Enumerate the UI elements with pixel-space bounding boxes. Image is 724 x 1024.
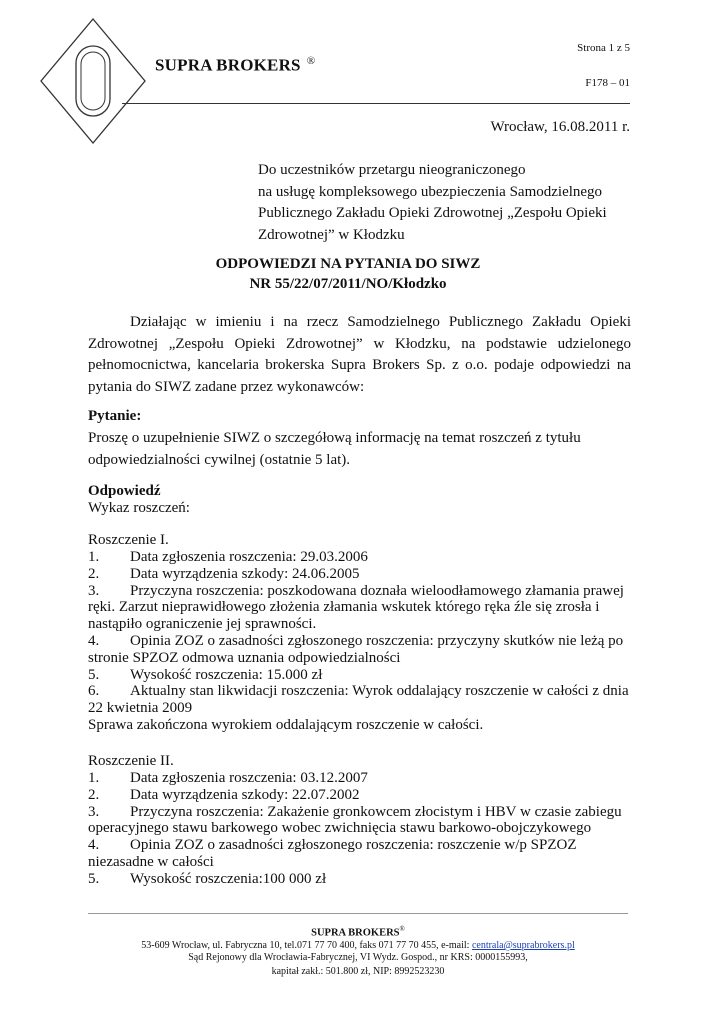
footer-email-link[interactable]: centrala@suprabrokers.pl xyxy=(471,940,575,951)
claim-item: 5. Wysokość roszczenia:100 000 zł xyxy=(88,870,327,887)
claim-item: 1. Data zgłoszenia roszczenia: 03.12.2007 xyxy=(88,770,368,786)
claim-item: 3. Przyczyna roszczenia: poszkodowana doznała wieloodłamowego złamania prawej ręki. Zarzut nieprawidłowego złożenia złamania wskutek którego ręka źle się zrosła i nastąpiło ograniczenie jej sprawności. xyxy=(88,582,624,633)
brand-name: SUPRA BROKERS ® xyxy=(155,55,316,75)
claim-name: Roszczenie II. xyxy=(88,753,174,769)
header-divider xyxy=(122,103,630,104)
claim-1 xyxy=(88,532,631,734)
address-line: Do uczestników przetargu nieograniczonego xyxy=(258,162,526,178)
claim-2 xyxy=(88,753,631,888)
address-line: na usługę kompleksowego ubezpieczenia Samodzielnego xyxy=(258,183,603,200)
footer-divider xyxy=(88,913,628,914)
document-title: ODPOWIEDZI NA PYTANIA DO SIWZ xyxy=(215,256,481,272)
claim-item: 2. Data wyrządzenia szkody: 24.06.2005 xyxy=(88,565,360,582)
claim-item: 5. Wysokość roszczenia: 15.000 zł xyxy=(88,666,323,683)
claim-name: Roszczenie I. xyxy=(88,532,169,548)
registered-mark: ® xyxy=(306,55,316,67)
answer-subheading: Wykaz roszczeń: xyxy=(88,500,190,516)
footer-court-info: Sąd Rejonowy dla Wrocławia-Fabrycznej, VI Wydz. Gospod., nr KRS: 0000155993, xyxy=(188,952,528,963)
question-text: Proszę o uzupełnienie SIWZ o szczegółową informację na temat roszczeń z tytułu odpowiedzialności cywilnej (ostatnie 5 lat). xyxy=(88,430,581,468)
address-line: Zdrowotnej” w Kłodzku xyxy=(258,226,405,243)
question-heading: Pytanie: xyxy=(88,408,142,424)
claim-item: 4. Opinia ZOZ o zasadności zgłoszonego roszczenia: przyczyny skutków nie leżą po stronie SPZOZ odmowa uznania odpowiedzialności xyxy=(88,632,624,666)
claim-item: 2. Data wyrządzenia szkody: 22.07.2002 xyxy=(88,786,360,803)
footer-address: 53-609 Wrocław, ul. Fabryczna 10, tel.071 77 70 400, faks 071 77 70 455, e-mail: centrala@suprabrokers.pl xyxy=(141,940,575,951)
page-number: Strona 1 z 5 xyxy=(577,42,630,54)
footer-company: SUPRA BROKERS® xyxy=(311,925,405,939)
form-code: F178 – 01 xyxy=(585,77,630,89)
answer-heading: Odpowiedź xyxy=(88,483,161,499)
intro-paragraph: Działając w imieniu i na rzecz Samodzielnego Publicznego Zakładu Opieki Zdrowotnej „Zespołu Opieki Zdrowotnej” w Kłodzku, na podstawie udzielonego pełnomocnictwa, kancelaria brokerska Supra Brokers Sp. z o.o. podaje odpowiedzi na pytania do SIWZ zadane przez wykonawców: xyxy=(88,314,631,395)
claim-closing: Sprawa zakończona wyrokiem oddalającym roszczenie w całości. xyxy=(88,716,484,733)
claim-item: 3. Przyczyna roszczenia: Zakażenie gronkowcem złocistym i HBV w czasie zabiegu operacyjnego stawu barkowego wobec zwichnięcia stawu barkowo-obojczykowego xyxy=(88,803,622,837)
address-line: Publicznego Zakładu Opieki Zdrowotnej „Zespołu Opieki xyxy=(258,205,607,221)
claim-item: 4. Opinia ZOZ o zasadności zgłoszonego roszczenia: roszczenie w/p SPZOZ niezasadne w całości xyxy=(88,837,577,870)
footer-capital-info: kapitał zakł.: 501.800 zł, NIP: 8992523230 xyxy=(271,966,445,977)
addressee-block xyxy=(258,160,638,246)
claim-item: 1. Data zgłoszenia roszczenia: 29.03.2006 xyxy=(88,549,368,565)
place-date: Wrocław, 16.08.2011 r. xyxy=(490,119,630,135)
supra-brokers-logo xyxy=(38,16,148,146)
document-number: NR 55/22/07/2011/NO/Kłodzko xyxy=(249,276,447,292)
claim-item: 6. Aktualny stan likwidacji roszczenia: Wyrok oddalający roszczenie w całości z dnia 22 kwietnia 2009 xyxy=(88,683,629,717)
